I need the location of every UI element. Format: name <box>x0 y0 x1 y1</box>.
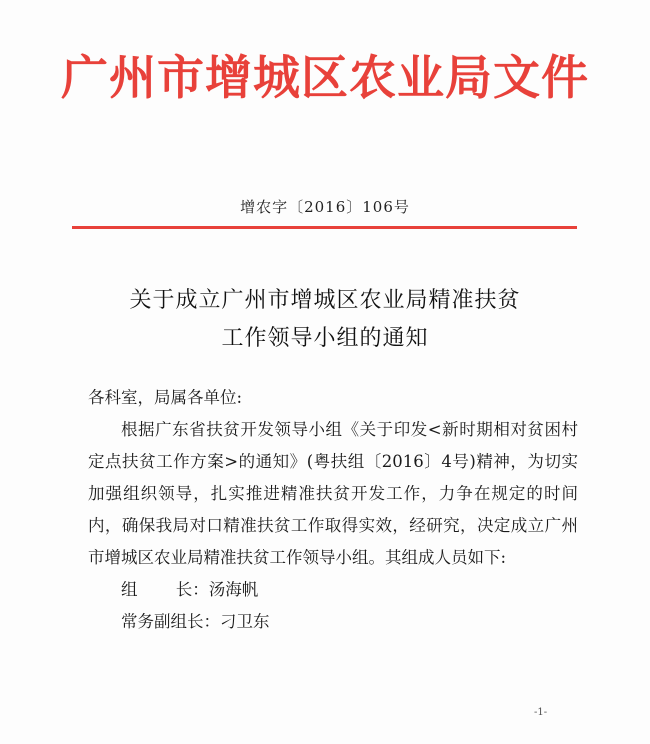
red-divider-line <box>72 226 577 229</box>
member-role: 组 长： <box>121 580 209 599</box>
document-number: 增农字〔2016〕106号 <box>240 198 410 216</box>
member-list <box>88 574 578 638</box>
document-title-line-1: 关于成立广州市增城区农业局精准扶贫 <box>129 288 521 313</box>
document-title <box>0 282 650 358</box>
member-row <box>88 574 578 606</box>
member-name: 刁卫东 <box>220 612 270 631</box>
document-body <box>88 382 578 638</box>
member-row <box>88 606 578 638</box>
agency-header-title: 广州市增城区农业局文件 <box>61 51 589 106</box>
member-role: 常务副组长： <box>121 612 220 631</box>
page-number: -1- <box>534 707 548 718</box>
member-name: 汤海帆 <box>208 580 259 599</box>
salutation: 各科室，局属各单位: <box>88 388 243 407</box>
document-title-line-2: 工作领导小组的通知 <box>221 326 429 351</box>
body-paragraph: 根据广东省扶贫开发领导小组《关于印发<新时期相对贫困村定点扶贫工作方案>的通知》(粤扶组〔2016〕4号)精神，为切实加强组织领导，扎实推进精准扶贫开发工作，力争在规定的时间内，确保我局对口精准扶贫工作取得实效，经研究，决定成立广州市增城区农业局精准扶贫工作领导小组。其组成人员如下: <box>88 420 578 567</box>
